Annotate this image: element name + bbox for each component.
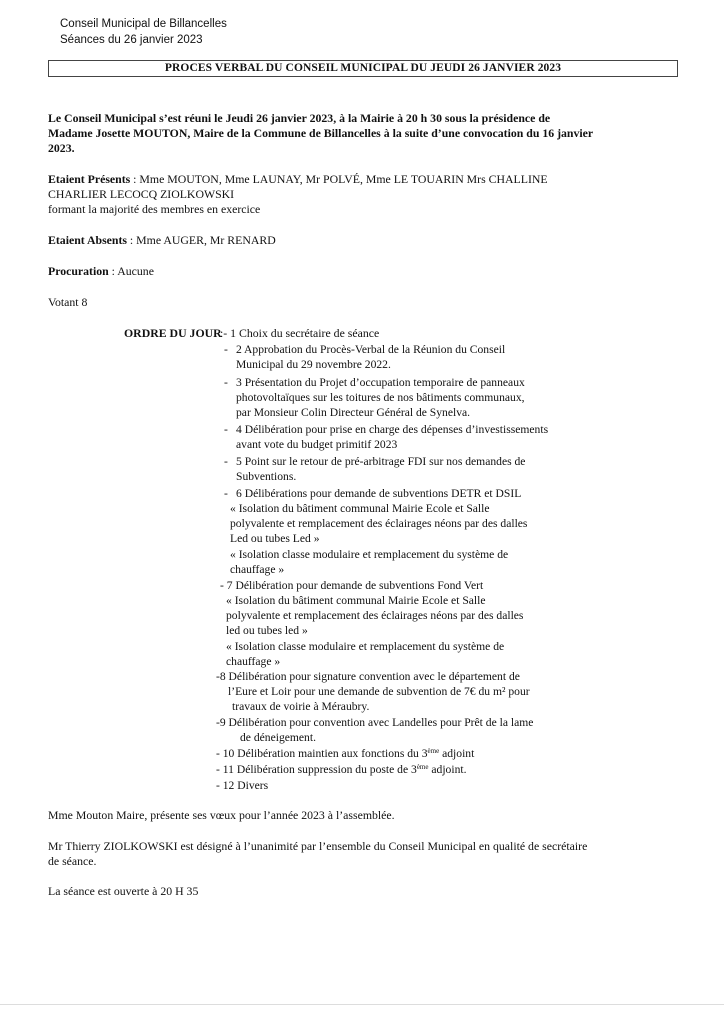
votant-line: Votant 8 — [48, 295, 88, 309]
agenda-item-3: - 3 Présentation du Projet d’occupation temporaire de panneaux — [224, 376, 525, 389]
presents-names-cont: CHARLIER LECOCQ ZIOLKOWSKI — [48, 187, 235, 201]
ordinal-suffix: ème — [427, 747, 440, 755]
agenda-item-7-cont: « Isolation classe modulaire et remplacement du système de — [226, 640, 505, 653]
absents-names: : Mme AUGER, Mr RENARD — [126, 233, 276, 247]
agenda-item-2-cont: Municipal du 29 novembre 2022. — [236, 358, 391, 371]
agenda-item-11 — [216, 762, 467, 777]
presents-names: : Mme MOUTON, Mme LAUNAY, Mr POLVÉ, Mme LE TOUARIN Mrs CHALLINE — [130, 172, 548, 186]
agenda-item-7-cont: « Isolation du bâtiment communal Mairie Ecole et Salle — [226, 594, 486, 607]
absents-line — [48, 233, 678, 248]
procuration-line — [48, 264, 678, 279]
secretaire-paragraph — [48, 839, 678, 869]
agenda-item-5: - 5 Point sur le retour de pré-arbitrage FDI sur nos demandes de — [224, 455, 526, 468]
intro-line: Madame Josette MOUTON, Maire de la Commune de Billancelles à la suite d’une convocation du 16 janvier — [48, 126, 594, 140]
agenda-item-8-cont: travaux de voirie à Méraubry. — [232, 700, 370, 713]
presents-majority: formant la majorité des membres en exercice — [48, 202, 261, 216]
agenda-item-4-cont: avant vote du budget primitif 2023 — [236, 438, 398, 451]
secretaire-line: Mr Thierry ZIOLKOWSKI est désigné à l’unanimité par l’ensemble du Conseil Municipal en qualité de secrétaire — [48, 839, 588, 853]
agenda-item-7-cont: chauffage » — [226, 655, 281, 668]
procuration-value: : Aucune — [108, 264, 154, 278]
presents-paragraph — [48, 172, 678, 217]
secretaire-line: de séance. — [48, 854, 97, 868]
agenda-item-7-cont: polyvalente et remplacement des éclairages néons par des dalles — [226, 609, 524, 622]
agenda-item-8-cont: l’Eure et Loir pour une demande de subvention de 7€ du m² pour — [228, 685, 530, 698]
voeux-paragraph: Mme Mouton Maire, présente ses vœux pour l’année 2023 à l’assemblée. — [48, 808, 395, 822]
presents-line — [48, 172, 678, 187]
intro-paragraph — [48, 111, 678, 156]
agenda-item-5-cont: Subventions. — [236, 470, 297, 483]
agenda-item-6: - 6 Délibérations pour demande de subventions DETR et DSIL — [224, 487, 522, 500]
agenda-item-3-cont: photovoltaïques sur les toitures de nos bâtiments communaux, — [236, 391, 525, 404]
agenda-item-text: adjoint. — [428, 763, 467, 776]
agenda-item-7-cont: led ou tubes led » — [226, 624, 308, 637]
agenda-item-12: - 12 Divers — [216, 779, 269, 792]
agenda-label: ORDRE DU JOUR — [124, 326, 222, 340]
agenda-item-1: :- 1 Choix du secrétaire de séance — [220, 326, 380, 340]
agenda-item-6-cont: « Isolation classe modulaire et remplacement du système de — [230, 548, 509, 561]
scan-edge-divider — [0, 1004, 724, 1005]
presents-label: Etaient Présents — [48, 172, 131, 186]
agenda-item-9-cont: de déneigement. — [240, 731, 316, 744]
header-council-name: Conseil Municipal de Billancelles — [60, 18, 227, 30]
agenda-item-text: - 10 Délibération maintien aux fonctions du 3 — [216, 747, 428, 760]
agenda-item-text: 3 Présentation du Projet d’occupation temporaire de panneaux — [236, 376, 525, 389]
agenda-item-6-cont: polyvalente et remplacement des éclairages néons par des dalles — [230, 517, 528, 530]
agenda-item-6-cont: Led ou tubes Led » — [230, 532, 320, 545]
absents-label: Etaient Absents — [48, 233, 127, 247]
agenda-item-text: 6 Délibérations pour demande de subventions DETR et DSIL — [236, 487, 522, 500]
agenda-item-text: - 11 Délibération suppression du poste de 3 — [216, 763, 417, 776]
agenda-item-text: adjoint — [439, 747, 475, 760]
agenda-item-9: -9 Délibération pour convention avec Landelles pour Prêt de la lame — [216, 716, 534, 729]
agenda-item-text: 5 Point sur le retour de pré-arbitrage FDI sur nos demandes de — [236, 455, 526, 468]
document-title: PROCES VERBAL DU CONSEIL MUNICIPAL DU JEUDI 26 JANVIER 2023 — [164, 62, 562, 74]
ordinal-suffix: ème — [416, 763, 429, 771]
agenda-item-6-cont: chauffage » — [230, 563, 285, 576]
procuration-label: Procuration — [48, 264, 109, 278]
intro-line: Le Conseil Municipal s’est réuni le Jeudi 26 janvier 2023, à la Mairie à 20 h 30 sous la présidence de — [48, 111, 551, 125]
agenda-item-text: 4 Délibération pour prise en charge des dépenses d’investissements — [236, 423, 549, 436]
title-box — [48, 60, 678, 77]
document-header — [60, 16, 227, 48]
agenda-item-3-cont: par Monsieur Colin Directeur Général de Synelva. — [236, 406, 471, 419]
header-session-date: Séances du 26 janvier 2023 — [60, 34, 203, 46]
agenda-item-10 — [216, 746, 474, 761]
agenda-item-6-cont: « Isolation du bâtiment communal Mairie Ecole et Salle — [230, 502, 490, 515]
agenda-item-2: - 2 Approbation du Procès-Verbal de la Réunion du Conseil — [224, 343, 506, 356]
agenda-item-text: 2 Approbation du Procès-Verbal de la Réunion du Conseil — [236, 343, 506, 356]
agenda-item-8: -8 Délibération pour signature convention avec le département de — [216, 670, 520, 683]
agenda-item-4: - 4 Délibération pour prise en charge des dépenses d’investissements — [224, 423, 549, 436]
agenda-item-7: - 7 Délibération pour demande de subventions Fond Vert — [220, 579, 484, 592]
intro-line: 2023. — [48, 141, 75, 155]
ouverture-line: La séance est ouverte à 20 H 35 — [48, 884, 199, 898]
